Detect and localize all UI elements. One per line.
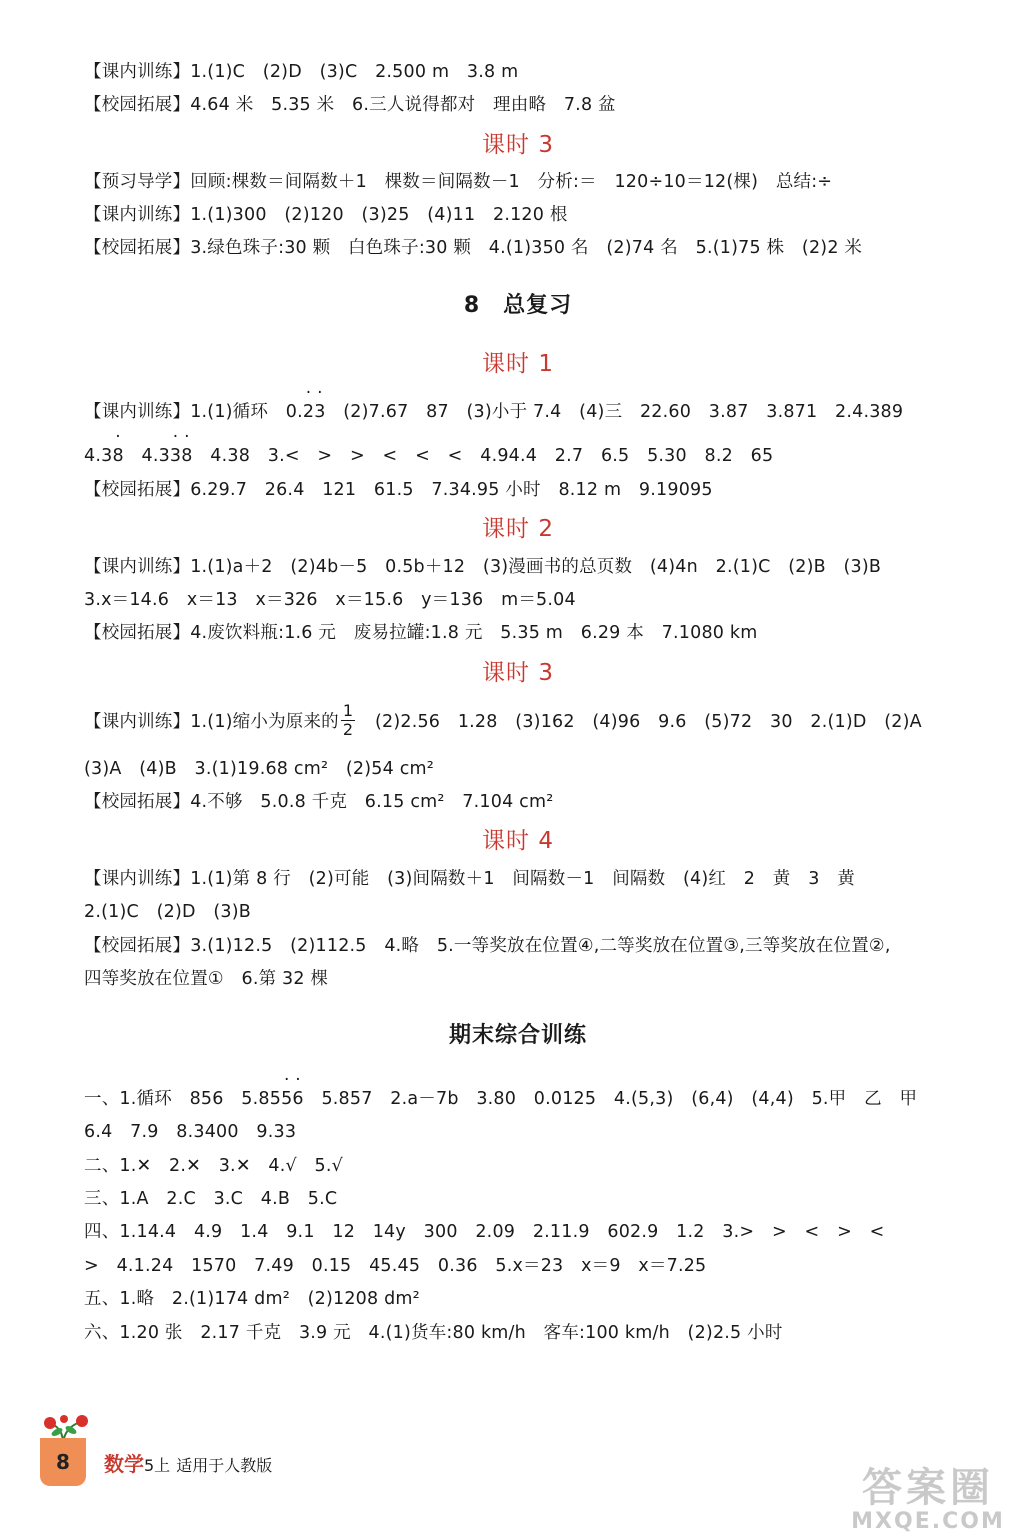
answer-text: 【课内训练】1.(1)循环 0. [84,402,303,422]
page-footer [40,1414,440,1484]
answer-text: 4.3 [84,446,113,466]
lesson-title: 课时 3 [482,660,554,686]
lesson-title: 课时 3 [482,132,554,158]
answer-text: 【课内训练】1.(1)缩小为原来的 [84,711,339,732]
lesson-title: 课时 1 [482,351,554,377]
answer-text: (2)2.56 1.28 (3)162 (4)96 9.6 (5)72 30 2.(1)D (2)A [357,711,922,732]
book-title [104,1448,272,1477]
answer-line: 二、1.✕ 2.✕ 3.✕ 4.√ 5.√ [84,1156,343,1176]
answer-text: 4.3 [123,446,170,466]
watermark [828,1466,1028,1536]
answer-line [84,1085,1006,1110]
fraction-numerator: 1 [342,700,354,720]
answer-line: 三、1.A 2.C 3.C 4.B 5.C [84,1189,338,1209]
repeating-digit: · 6 [292,1089,303,1109]
answer-line: 【校园拓展】6.29.7 26.4 121 61.5 7.34.95 小时 8.12 m 9.19095 [84,480,713,500]
page-number: 8 [40,1438,86,1486]
answer-line: 【课内训练】1.(1)a＋2 (2)4b－5 0.5b＋12 (3)漫画书的总页数 (4)4n 2.(1)C (2)B (3)B [84,557,882,577]
fraction-denominator: 2 [342,719,354,739]
repeating-digit: · 8 [181,446,192,466]
answer-line: 【校园拓展】3.(1)12.5 (2)112.5 4.略 5.一等奖放在位置④,二等奖放在位置③,三等奖放在位置②, [84,936,891,956]
answer-line [84,398,1006,423]
answer-line: 2.(1)C (2)D (3)B [84,902,251,922]
answer-line: 四等奖放在位置① 6.第 32 棵 [84,969,329,989]
lesson-title: 课时 4 [482,828,554,854]
repeating-digit: · 3 [170,446,181,466]
answer-line: 【课内训练】1.(1)C (2)D (3)C 2.500 m 3.8 m [84,62,519,82]
answer-text: 一、1.循环 856 5.85 [84,1089,282,1109]
answer-line: 6.4 7.9 8.3400 9.33 [84,1122,297,1142]
watermark-logo-text: 答案圈 [862,1465,994,1511]
watermark-url: MXQE.COM [851,1509,1005,1534]
repeating-digit: · 2 [303,402,314,422]
answer-line: 【课内训练】1.(1)第 8 行 (2)可能 (3)间隔数＋1 间隔数－1 间隔数 (4)红 2 黄 3 黄 [84,869,855,889]
fraction [341,702,355,739]
answer-line: 六、1.20 张 2.17 千克 3.9 元 4.(1)货车:80 km/h 客车:100 km/h (2)2.5 小时 [84,1323,783,1343]
answer-line: 【校园拓展】4.64 米 5.35 米 6.三人说得都对 理由略 7.8 盆 [84,95,616,115]
answer-text: (2)7.67 87 (3)小于 7.4 (4)三 22.60 3.87 3.871 2.4.389 [325,402,904,422]
answer-text: 5.857 2.a－7b 3.80 0.0125 4.(5,3) (6,4) (4,4) 5.甲 乙 甲 [303,1089,918,1109]
answer-line: 五、1.略 2.(1)174 dm² (2)1208 dm² [84,1289,420,1309]
answer-line: > 4.1.24 1570 7.49 0.15 45.45 0.36 5.x＝23 x＝9 x＝7.25 [84,1256,707,1276]
answer-text: 4.38 3.< > > < < < 4.94.4 2.7 6.5 5.30 8.2 65 [192,446,774,466]
repeating-digit: · 5 [281,1089,292,1109]
answer-line: 【校园拓展】3.绿色珠子:30 颗 白色珠子:30 颗 4.(1)350 名 (2)74 名 5.(1)75 株 (2)2 米 [84,238,863,258]
repeating-digit: · 3 [314,402,325,422]
answer-line [84,442,1006,467]
section-title: 期末综合训练 [448,1023,587,1048]
answer-line: 【课内训练】1.(1)300 (2)120 (3)25 (4)11 2.120 根 [84,205,568,225]
answer-line: (3)A (4)B 3.(1)19.68 cm² (2)54 cm² [84,759,434,779]
chapter-title: 8 总复习 [463,293,573,318]
answer-line: 3.x＝14.6 x＝13 x＝326 x＝15.6 y＝136 m＝5.04 [84,590,576,610]
answer-line: 【校园拓展】4.不够 5.0.8 千克 6.15 cm² 7.104 cm² [84,792,554,812]
grade-label: 5上 [144,1456,171,1475]
subject-label: 数学 [104,1452,144,1476]
answer-line: 【校园拓展】4.废饮料瓶:1.6 元 废易拉罐:1.8 元 5.35 m 6.29 本 7.1080 km [84,623,758,643]
lesson-title: 课时 2 [482,516,554,542]
answer-line: 【预习导学】回顾:棵数＝间隔数＋1 棵数＝间隔数－1 分析:＝ 120÷10＝12(棵) 总结:÷ [84,172,833,192]
repeating-digit: · 8 [112,446,123,466]
answer-line: 四、1.14.4 4.9 1.4 9.1 12 14y 300 2.09 2.11.9 602.9 1.2 3.> > < > < [84,1222,885,1242]
edition-label: 适用于人教版 [176,1456,273,1475]
answer-line [84,700,1006,740]
